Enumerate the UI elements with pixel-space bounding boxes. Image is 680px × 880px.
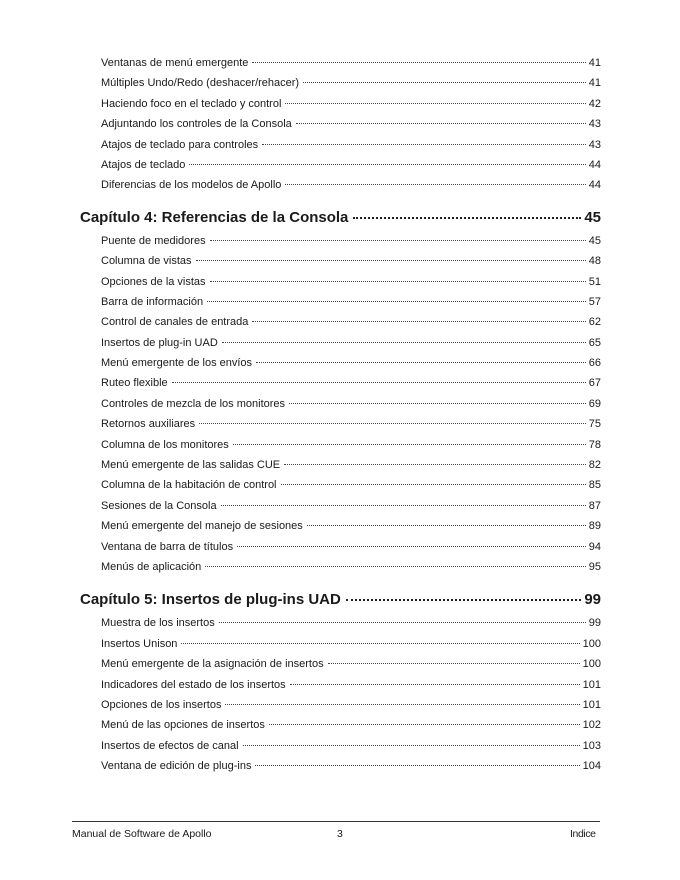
toc-entry-page-number: 103 [582,739,601,752]
toc-entry[interactable] [101,292,601,312]
dot-leader [210,281,586,282]
dot-leader [172,382,586,383]
toc-entry-title: Controles de mezcla de los monitores [101,397,286,410]
toc-entry-title: Insertos Unison [101,637,178,650]
toc-entry-page-number: 95 [588,560,601,573]
toc-entry-title: Columna de vistas [101,255,192,268]
toc-entry-page-number: 41 [588,57,601,69]
toc-entry[interactable] [101,312,601,332]
toc-entry-title: Ventana de barra de títulos [101,540,234,553]
toc-entry[interactable] [101,475,601,495]
dot-leader [269,724,580,725]
toc-entry[interactable] [101,634,601,654]
toc-entry[interactable] [101,155,601,175]
toc-entry[interactable] [101,373,601,393]
toc-entry-title: Ruteo flexible [101,377,168,390]
dot-leader [281,484,586,485]
footer-section-label: Indice [570,828,596,840]
dot-leader [346,599,581,601]
toc-entry-title: Atajos de teclado [101,158,186,171]
dot-leader [303,82,586,83]
toc-entry-title: Ventanas de menú emergente [101,57,249,69]
toc-entry-title: Muestra de los insertos [101,617,215,630]
chapter-title: Capítulo 4: Referencias de la Consola [80,208,349,226]
toc-entry[interactable] [101,496,601,516]
toc-entry-title: Menú emergente de la asignación de insertos [101,658,324,671]
toc-entry-title: Insertos de plug-in UAD [101,336,218,349]
dot-leader [307,525,586,526]
dot-leader [233,444,586,445]
toc-entry[interactable] [101,272,601,292]
footer-divider [72,821,600,822]
toc-entry[interactable] [101,435,601,455]
toc-entry-page-number: 78 [588,438,601,451]
toc-entry-title: Puente de medidores [101,234,206,247]
toc-entry[interactable] [101,516,601,536]
dot-leader [221,505,586,506]
dot-leader [219,622,586,623]
toc-entry-page-number: 104 [582,760,601,773]
toc-entry-title: Columna de los monitores [101,438,229,451]
dot-leader [296,123,586,124]
toc-entry-page-number: 51 [588,275,601,288]
toc-entry-page-number: 100 [582,658,601,671]
dot-leader [225,704,579,705]
toc-entry-title: Opciones de los insertos [101,698,222,711]
toc-entry-title: Columna de la habitación de control [101,479,277,492]
toc-entry[interactable] [101,94,601,114]
chapter-title: Capítulo 5: Insertos de plug-ins UAD [80,591,341,609]
toc-entry[interactable] [101,231,601,251]
toc-entry-title: Menú emergente de los envíos [101,357,253,370]
toc-entry[interactable] [101,394,601,414]
toc-entry[interactable] [101,675,601,695]
dot-leader [290,684,580,685]
toc-entry-page-number: 69 [588,397,601,410]
dot-leader [285,103,585,104]
toc-entry[interactable] [101,736,601,756]
toc-entry-page-number: 65 [588,336,601,349]
toc-entry[interactable] [101,353,601,373]
toc-entry-page-number: 89 [588,520,601,533]
toc-entry[interactable] [101,53,601,73]
toc-entry-title: Menú emergente del manejo de sesiones [101,520,303,533]
footer-page-number: 3 [337,828,343,840]
toc-entry-title: Indicadores del estado de los insertos [101,678,286,691]
toc-entry-page-number: 48 [588,255,601,268]
toc-entry[interactable] [101,695,601,715]
dot-leader [196,260,586,261]
toc-entry-page-number: 43 [588,138,601,151]
toc-entry-title: Haciendo foco en el teclado y control [101,97,282,110]
dot-leader [256,362,586,363]
toc-entry-page-number: 66 [588,357,601,370]
toc-entry-page-number: 45 [588,234,601,247]
dot-leader [289,403,586,404]
toc-entry-title: Control de canales de entrada [101,316,249,329]
toc-entry-page-number: 42 [588,97,601,110]
toc-entry-page-number: 87 [588,499,601,512]
toc-entry-title: Diferencias de los modelos de Apollo [101,179,282,192]
toc-entry-page-number: 82 [588,459,601,472]
toc-entry-page-number: 62 [588,316,601,329]
toc-entry[interactable] [101,251,601,271]
toc-entry-title: Menú de las opciones de insertos [101,719,265,732]
toc-entry[interactable] [101,557,601,577]
dot-leader [222,342,586,343]
dot-leader [199,423,586,424]
toc-entry-page-number: 67 [588,377,601,390]
table-of-contents [0,53,680,777]
toc-entry-page-number: 102 [582,719,601,732]
toc-entry[interactable] [101,537,601,557]
toc-entry[interactable] [101,654,601,674]
toc-entry-page-number: 75 [588,418,601,431]
toc-entry-page-number: 99 [588,617,601,630]
toc-entry-title: Adjuntando los controles de la Consola [101,118,292,131]
toc-entry-title: Sesiones de la Consola [101,499,217,512]
toc-entry-page-number: 101 [582,698,601,711]
dot-leader [262,144,586,145]
dot-leader [237,546,586,547]
toc-entry-title: Ventana de edición de plug-ins [101,760,252,773]
dot-leader [353,217,581,219]
dot-leader [285,184,585,185]
toc-entry[interactable] [101,613,601,633]
dot-leader [252,321,585,322]
toc-entry-title: Barra de información [101,295,204,308]
toc-entry-title: Múltiples Undo/Redo (deshacer/rehacer) [101,77,300,90]
footer-manual-title: Manual de Software de Apollo [72,828,212,840]
dot-leader [205,566,585,567]
toc-entry-page-number: 43 [588,118,601,131]
dot-leader [328,663,580,664]
dot-leader [181,643,579,644]
toc-entry-title: Opciones de la vistas [101,275,206,288]
dot-leader [252,62,585,63]
toc-entry-title: Menú emergente de las salidas CUE [101,459,281,472]
toc-entry-title: Retornos auxiliares [101,418,196,431]
toc-entry[interactable] [101,414,601,434]
toc-entry-page-number: 100 [582,637,601,650]
toc-entry[interactable] [101,73,601,93]
dot-leader [255,765,579,766]
toc-entry-page-number: 85 [588,479,601,492]
toc-entry[interactable] [101,455,601,475]
toc-entry-page-number: 44 [588,158,601,171]
chapter-page-number: 99 [584,591,601,609]
toc-entry[interactable] [101,333,601,353]
toc-entry[interactable] [101,135,601,155]
toc-entry[interactable] [101,756,601,776]
chapter-heading[interactable] [80,590,601,610]
toc-entry-page-number: 101 [582,678,601,691]
toc-entry-page-number: 41 [588,77,601,90]
dot-leader [284,464,586,465]
toc-entry-title: Insertos de efectos de canal [101,739,239,752]
toc-entry[interactable] [101,715,601,735]
toc-entry[interactable] [101,114,601,134]
dot-leader [210,240,586,241]
dot-leader [189,164,585,165]
chapter-heading[interactable] [80,208,601,228]
toc-entry-title: Atajos de teclado para controles [101,138,259,151]
toc-entry-page-number: 44 [588,179,601,192]
dot-leader [207,301,586,302]
chapter-page-number: 45 [584,208,601,226]
toc-entry[interactable] [101,175,601,195]
toc-entry-page-number: 57 [588,295,601,308]
toc-entry-title: Menús de aplicación [101,560,202,573]
toc-entry-page-number: 94 [588,540,601,553]
dot-leader [243,745,580,746]
